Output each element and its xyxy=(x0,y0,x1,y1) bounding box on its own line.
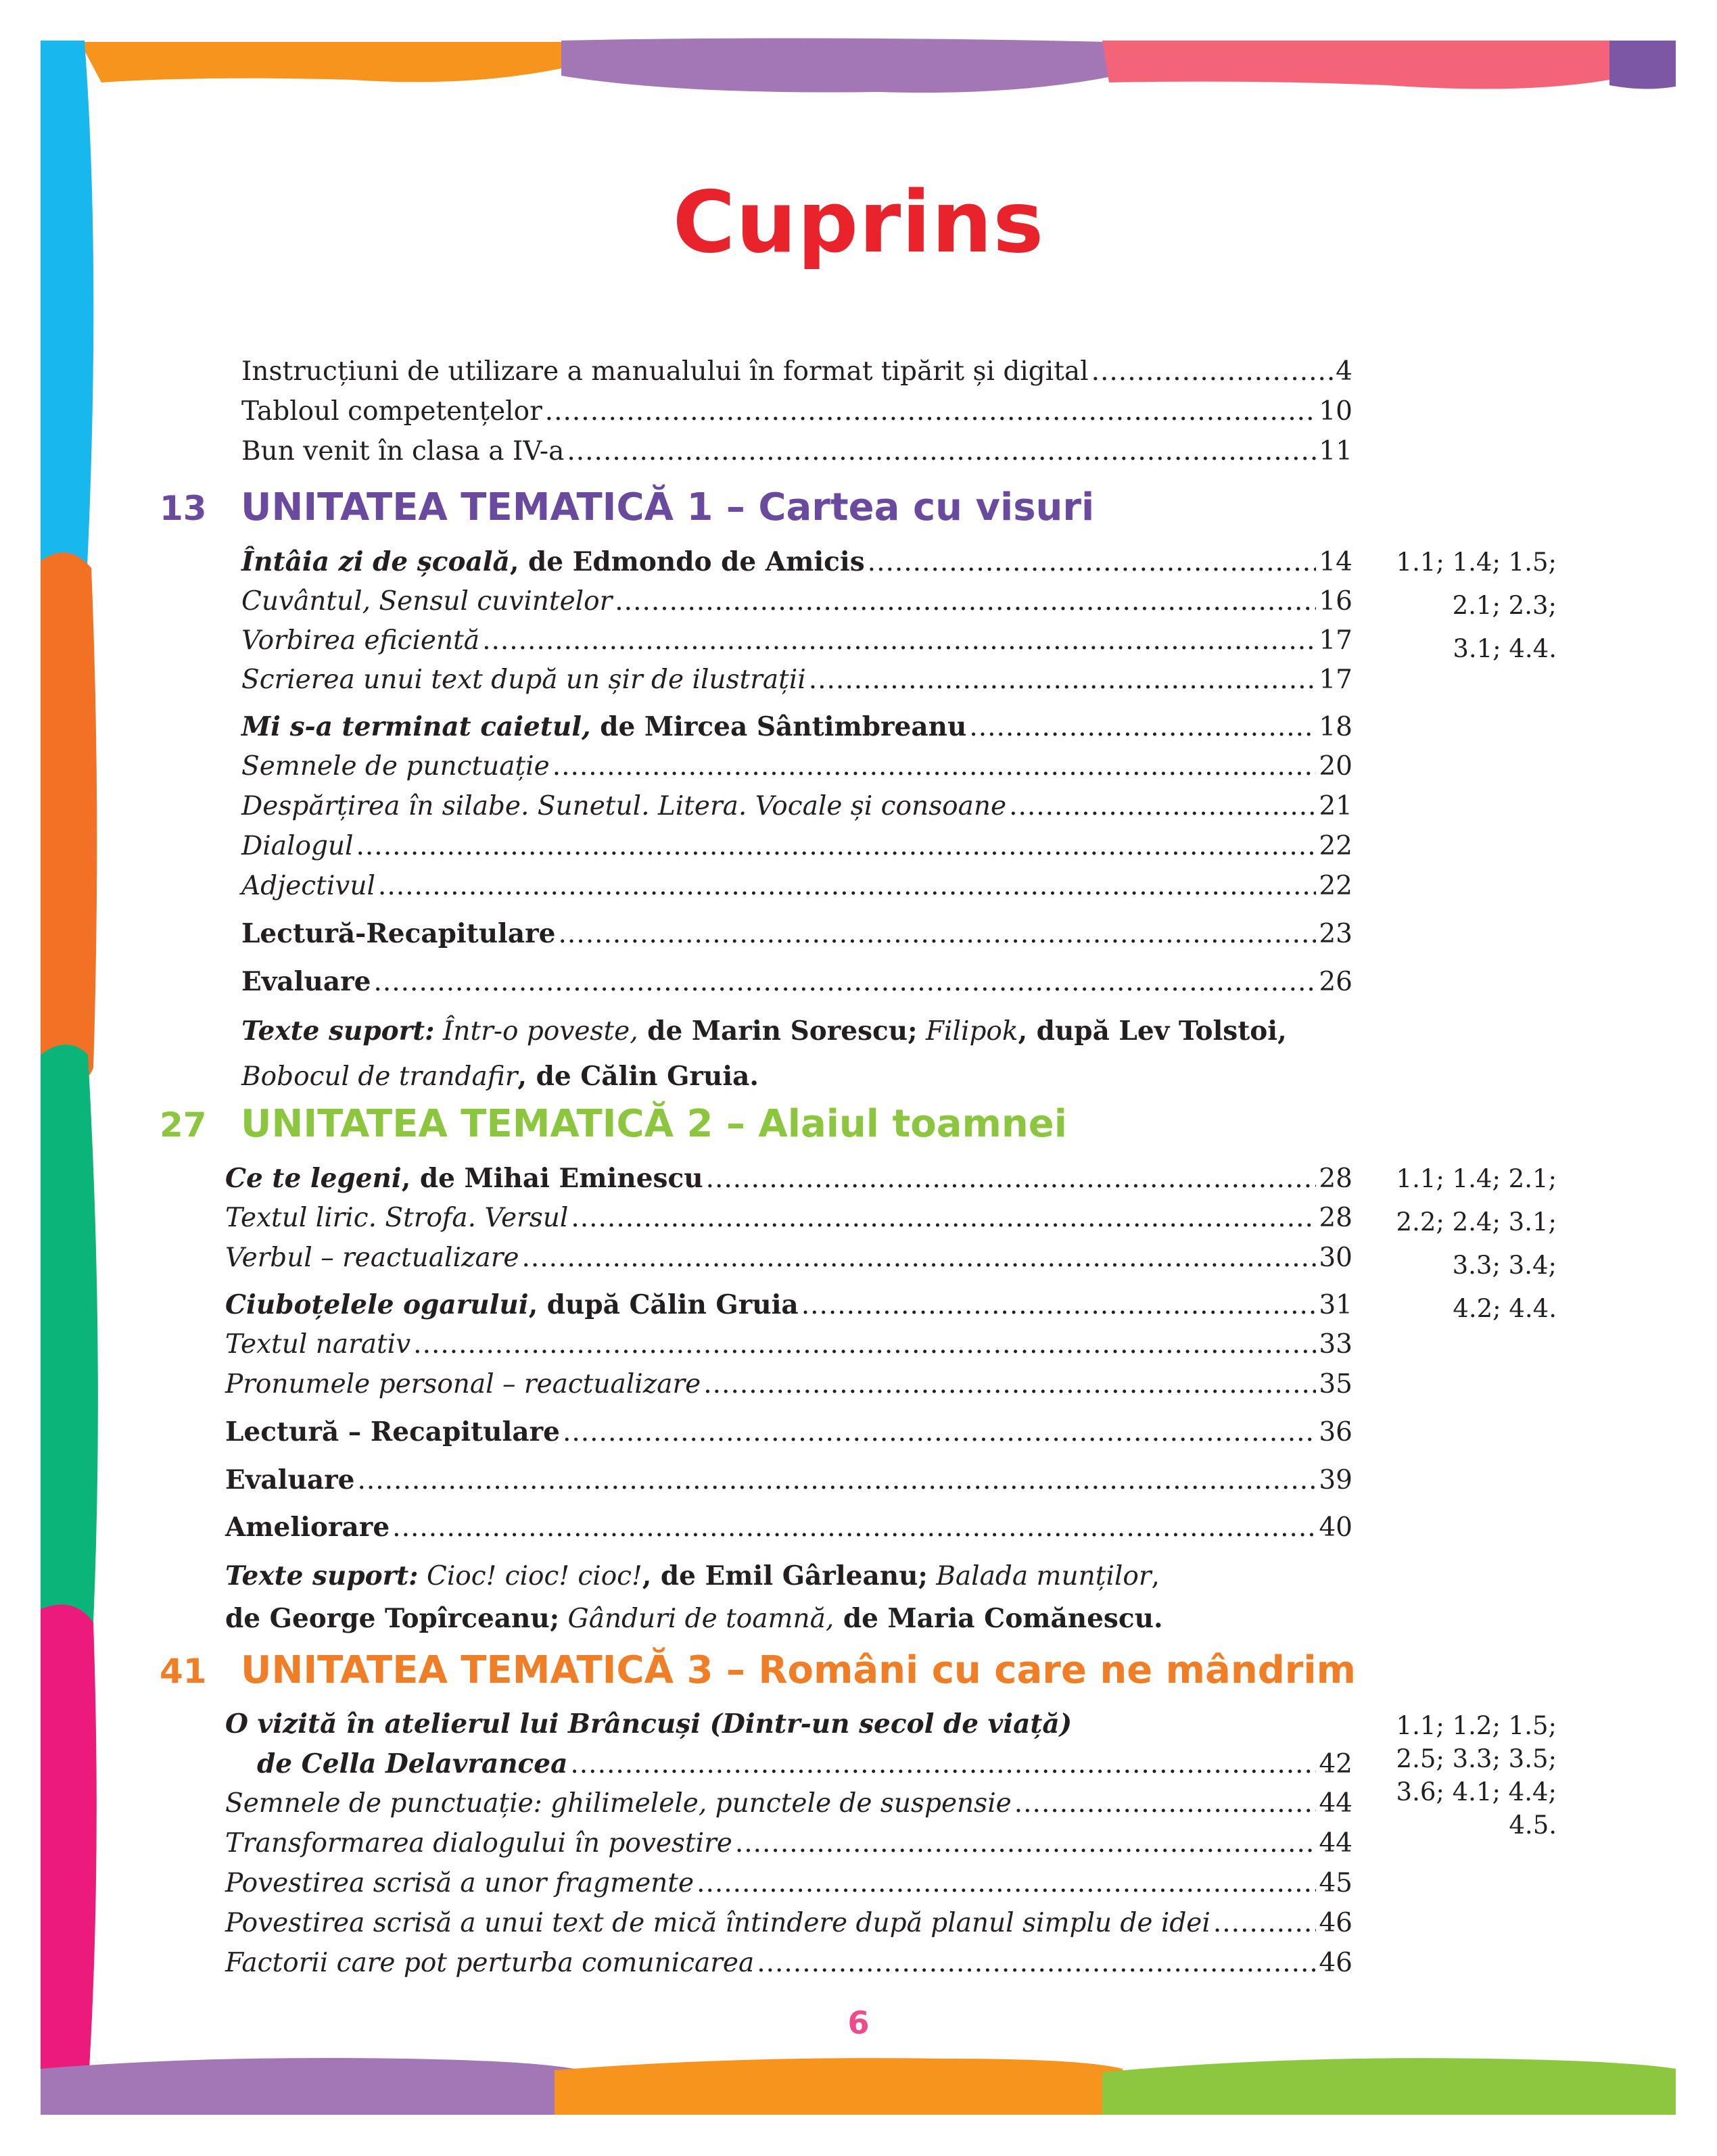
toc-dot-leader xyxy=(552,750,1317,784)
toc-row[interactable] xyxy=(225,1907,1353,1940)
toc-entry-text: Cuvântul, Sensul cuvintelor xyxy=(241,586,613,617)
competences-unit-3 xyxy=(1374,1709,1557,1842)
support-work: Gânduri de toamnă, xyxy=(559,1604,834,1634)
toc-separator: , după xyxy=(528,1289,630,1320)
toc-entry-text xyxy=(225,1161,703,1196)
toc-dot-leader xyxy=(378,869,1316,903)
competence-line: 4.5. xyxy=(1509,1811,1557,1840)
toc-entry-text: Scrierea unui text după un șir de ilustrații xyxy=(241,665,806,695)
work-author: Mihai Eminescu xyxy=(464,1163,703,1194)
toc-dot-leader xyxy=(757,1946,1316,1980)
toc-page-number: 40 xyxy=(1319,1512,1353,1543)
competence-line: 2.2; 2.4; 3.1; xyxy=(1396,1207,1557,1237)
toc-page-number: 4 xyxy=(1336,356,1353,387)
toc-entry-text: Instrucțiuni de utilizare a manualului în format tipărit și digital xyxy=(241,356,1089,387)
toc-dot-leader xyxy=(735,1827,1317,1861)
competence-line: 3.3; 3.4; xyxy=(1452,1251,1557,1280)
unit-3-heading[interactable] xyxy=(160,1648,1356,1692)
toc-page-number: 23 xyxy=(1319,919,1353,949)
toc-row[interactable] xyxy=(241,790,1353,823)
toc-page-number: 28 xyxy=(1319,1164,1353,1194)
toc-row[interactable] xyxy=(241,917,1353,951)
competence-line: 3.1; 4.4. xyxy=(1453,634,1557,663)
toc-dot-leader xyxy=(413,1328,1316,1362)
toc-row[interactable] xyxy=(225,1415,1353,1450)
unit-2-page: 27 xyxy=(160,1105,207,1145)
toc-page-number: 46 xyxy=(1319,1948,1353,1978)
toc-page-number: 42 xyxy=(1319,1749,1353,1779)
toc-dot-leader xyxy=(392,1511,1316,1545)
frame-left-magenta xyxy=(41,1604,97,2069)
support-label: Texte suport: xyxy=(225,1560,419,1591)
toc-row[interactable] xyxy=(225,1827,1353,1861)
toc-dot-leader xyxy=(357,1464,1316,1498)
toc-entry-text: Textul narativ xyxy=(225,1329,411,1360)
toc-entry-text: Pronumele personal – reactualizare xyxy=(225,1369,701,1399)
support-work: Balada munților xyxy=(927,1561,1152,1591)
toc-dot-leader xyxy=(697,1867,1316,1900)
toc-dot-leader xyxy=(482,624,1316,658)
toc-entry-text: Evaluare xyxy=(241,966,371,997)
unit-2-heading[interactable] xyxy=(160,1102,1067,1146)
toc-row[interactable] xyxy=(225,1201,1353,1235)
toc-page-number: 11 xyxy=(1319,436,1353,466)
toc-entry-text: Dialogul xyxy=(241,831,354,861)
work-title: Ce te legeni xyxy=(225,1163,402,1194)
toc-row[interactable] xyxy=(225,1510,1353,1545)
frame-top-orange xyxy=(80,42,571,82)
toc-row-intro-0[interactable] xyxy=(241,355,1353,389)
toc-row[interactable] xyxy=(225,1463,1353,1498)
toc-entry-text: Ameliorare xyxy=(225,1512,390,1543)
toc-entry-text: Bun venit în clasa a IV-a xyxy=(241,436,565,466)
toc-entry-text: Lectură-Recapitulare xyxy=(241,918,556,949)
toc-row[interactable] xyxy=(225,1328,1353,1362)
support-author: , de Emil Gârleanu; xyxy=(642,1560,928,1591)
frame-top-violet xyxy=(1609,41,1676,89)
toc-dot-leader xyxy=(570,1748,1316,1781)
frame-left-orange xyxy=(41,552,97,1095)
toc-entry-text: Evaluare xyxy=(225,1464,355,1495)
toc-row-intro-2[interactable] xyxy=(241,435,1353,469)
toc-row[interactable] xyxy=(241,869,1353,903)
toc-dot-leader xyxy=(521,1241,1316,1275)
frame-bottom-orange xyxy=(555,2058,1123,2115)
work-author: de Cella Delavrancea xyxy=(257,1748,568,1779)
toc-dot-leader xyxy=(1014,1787,1317,1821)
toc-separator: de xyxy=(590,711,644,742)
toc-dot-leader xyxy=(567,435,1316,469)
toc-dot-leader xyxy=(969,711,1316,744)
toc-entry-text: Semnele de punctuație: ghilimelele, punctele de suspensie xyxy=(225,1788,1012,1819)
support-author: de Marin Sorescu; xyxy=(638,1015,918,1047)
support-work: Bobocul de trandafir xyxy=(241,1061,518,1092)
toc-page-number: 31 xyxy=(1319,1290,1353,1320)
toc-dot-leader xyxy=(373,965,1316,999)
toc-dot-leader xyxy=(563,1416,1316,1450)
toc-row[interactable] xyxy=(241,710,1353,744)
work-author: Mircea Sântimbreanu xyxy=(644,711,967,742)
toc-page-number: 17 xyxy=(1319,665,1353,695)
support-author: , de Călin Gruia. xyxy=(517,1061,759,1092)
work-title: Întâia zi de școală xyxy=(241,546,510,577)
toc-page-number: 22 xyxy=(1319,831,1353,861)
work-author: Călin Gruia xyxy=(629,1289,799,1320)
frame-left-cyan xyxy=(41,41,93,615)
support-punct: , xyxy=(1151,1561,1160,1591)
toc-dot-leader xyxy=(706,1162,1317,1196)
toc-page-number: 26 xyxy=(1319,967,1353,997)
toc-row-intro-1[interactable] xyxy=(241,395,1353,429)
support-author: , după Lev Tolstoi, xyxy=(1018,1015,1287,1047)
toc-separator: , de xyxy=(509,546,573,577)
toc-row[interactable] xyxy=(225,1946,1353,1980)
frame-bottom-purple xyxy=(41,2058,575,2115)
unit-3-page: 41 xyxy=(160,1652,207,1691)
toc-row[interactable] xyxy=(241,750,1353,784)
toc-page-number: 35 xyxy=(1319,1369,1353,1399)
toc-entry-text: Verbul – reactualizare xyxy=(225,1243,519,1273)
unit-1-title: UNITATEA TEMATICĂ 1 – Cartea cu visuri xyxy=(241,485,1095,529)
toc-separator: , de xyxy=(401,1163,465,1194)
toc-dot-leader xyxy=(1009,790,1316,823)
toc-row[interactable] xyxy=(241,624,1353,658)
support-line xyxy=(225,1598,1348,1640)
unit-2-title: UNITATEA TEMATICĂ 2 – Alaiul toamnei xyxy=(241,1102,1067,1146)
toc-entry-text: Adjectivul xyxy=(241,871,375,901)
toc-page-number: 36 xyxy=(1319,1417,1353,1447)
unit-1-heading[interactable] xyxy=(160,485,1094,529)
competence-line: 4.2; 4.4. xyxy=(1453,1294,1557,1323)
toc-entry-text: Tabloul competențelor xyxy=(241,396,542,427)
support-texts-unit-2 xyxy=(225,1555,1348,1640)
toc-entry-text: Povestirea scrisă a unui text de mică întindere după planul simplu de idei xyxy=(225,1908,1210,1938)
toc-entry-text: Vorbirea eficientă xyxy=(241,625,480,656)
toc-page-number: 39 xyxy=(1319,1465,1353,1495)
work-title: O vizită în atelierul lui Brâncuși (Dintr-un secol de viață) xyxy=(225,1708,1073,1740)
toc-entry-text: Lectură – Recapitulare xyxy=(225,1416,560,1447)
toc-dot-leader xyxy=(1213,1907,1316,1940)
toc-dot-leader xyxy=(356,830,1317,863)
toc-dot-leader xyxy=(571,1201,1316,1235)
toc-row[interactable] xyxy=(225,1288,1353,1322)
toc-dot-leader xyxy=(801,1289,1317,1322)
work-title: Ciuboțelele ogarului xyxy=(225,1289,529,1320)
support-author: de Maria Comănescu. xyxy=(834,1603,1163,1634)
toc-row[interactable] xyxy=(241,965,1353,999)
toc-page-number: 14 xyxy=(1319,547,1353,577)
toc-page-number: 18 xyxy=(1319,712,1353,742)
toc-page-number: 17 xyxy=(1319,625,1353,656)
toc-row[interactable] xyxy=(225,1368,1353,1402)
competences-unit-2 xyxy=(1374,1157,1557,1331)
work-author: Edmondo de Amicis xyxy=(572,546,865,577)
toc-dot-leader xyxy=(545,395,1317,429)
page-title: Cuprins xyxy=(672,172,1045,272)
toc-row[interactable] xyxy=(225,1241,1353,1275)
toc-row[interactable] xyxy=(225,1161,1353,1196)
competence-line: 2.5; 3.3; 3.5; xyxy=(1396,1744,1557,1773)
toc-entry-text: Povestirea scrisă a unor fragmente xyxy=(225,1868,695,1898)
toc-row[interactable] xyxy=(225,1787,1353,1821)
toc-row[interactable] xyxy=(225,1867,1353,1900)
toc-row[interactable] xyxy=(241,663,1353,697)
support-label: Texte suport: xyxy=(241,1015,435,1047)
support-work: Cioc! cioc! cioc! xyxy=(418,1561,642,1591)
support-texts-unit-1 xyxy=(241,1009,1364,1099)
toc-entry-text: Textul liric. Strofa. Versul xyxy=(225,1203,569,1233)
toc-page-number: 28 xyxy=(1319,1203,1353,1233)
toc-dot-leader xyxy=(615,585,1316,619)
page-number: 6 xyxy=(847,2005,870,2041)
support-work: Într-o poveste, xyxy=(434,1016,638,1047)
unit-3-title: UNITATEA TEMATICĂ 3 – Români cu care ne mândrim xyxy=(241,1648,1356,1692)
toc-entry-text: Transformarea dialogului în povestire xyxy=(225,1828,732,1859)
toc-row[interactable] xyxy=(241,585,1353,619)
toc-dot-leader xyxy=(809,663,1317,697)
toc-entry-text: Semnele de punctuație xyxy=(241,751,550,782)
toc-row[interactable] xyxy=(241,545,1353,579)
competence-line: 1.1; 1.4; 1.5; xyxy=(1396,548,1557,577)
unit-1-page: 13 xyxy=(160,489,207,528)
frame-top-pink xyxy=(1102,41,1609,89)
toc-dot-leader xyxy=(703,1368,1316,1402)
toc-row[interactable] xyxy=(257,1747,1353,1781)
competences-unit-1 xyxy=(1374,541,1557,671)
toc-dot-leader xyxy=(1091,355,1334,389)
frame-top-purple xyxy=(561,38,1116,93)
competence-line: 1.1; 1.4; 2.1; xyxy=(1396,1164,1557,1193)
toc-page-number: 46 xyxy=(1319,1908,1353,1938)
toc-entry-text: Factorii care pot perturba comunicarea xyxy=(225,1948,755,1978)
toc-page-number: 16 xyxy=(1319,586,1353,617)
toc-page-number: 20 xyxy=(1319,751,1353,782)
competence-line: 3.6; 4.1; 4.4; xyxy=(1396,1777,1557,1806)
toc-page-number: 10 xyxy=(1319,396,1353,427)
toc-dot-leader xyxy=(559,917,1317,951)
toc-dot-leader xyxy=(868,546,1317,579)
toc-page-number: 45 xyxy=(1319,1868,1353,1898)
toc-page-number: 22 xyxy=(1319,871,1353,901)
support-line xyxy=(225,1555,1348,1598)
frame-left-green xyxy=(41,1045,98,1650)
competence-line: 2.1; 2.3; xyxy=(1452,591,1557,620)
toc-entry-text xyxy=(241,545,865,579)
toc-entry-text: Despărțirea în silabe. Sunetul. Litera. Vocale și consoane xyxy=(241,791,1007,821)
toc-page-number: 21 xyxy=(1319,791,1353,821)
toc-page-number: 33 xyxy=(1319,1329,1353,1360)
toc-row[interactable] xyxy=(225,1707,1353,1741)
toc-page-number: 44 xyxy=(1319,1828,1353,1859)
toc-entry-text xyxy=(225,1288,799,1322)
work-title: Mi s-a terminat caietul, xyxy=(241,711,591,742)
toc-row[interactable] xyxy=(241,830,1353,863)
competence-line: 1.1; 1.2; 1.5; xyxy=(1396,1711,1557,1740)
support-work: Filipok xyxy=(917,1016,1018,1047)
toc-page-number: 30 xyxy=(1319,1243,1353,1273)
toc-page-number: 44 xyxy=(1319,1788,1353,1819)
frame-bottom-green xyxy=(1102,2058,1676,2115)
toc-entry-text xyxy=(241,710,966,744)
support-author: de George Topîrceanu; xyxy=(225,1603,560,1634)
